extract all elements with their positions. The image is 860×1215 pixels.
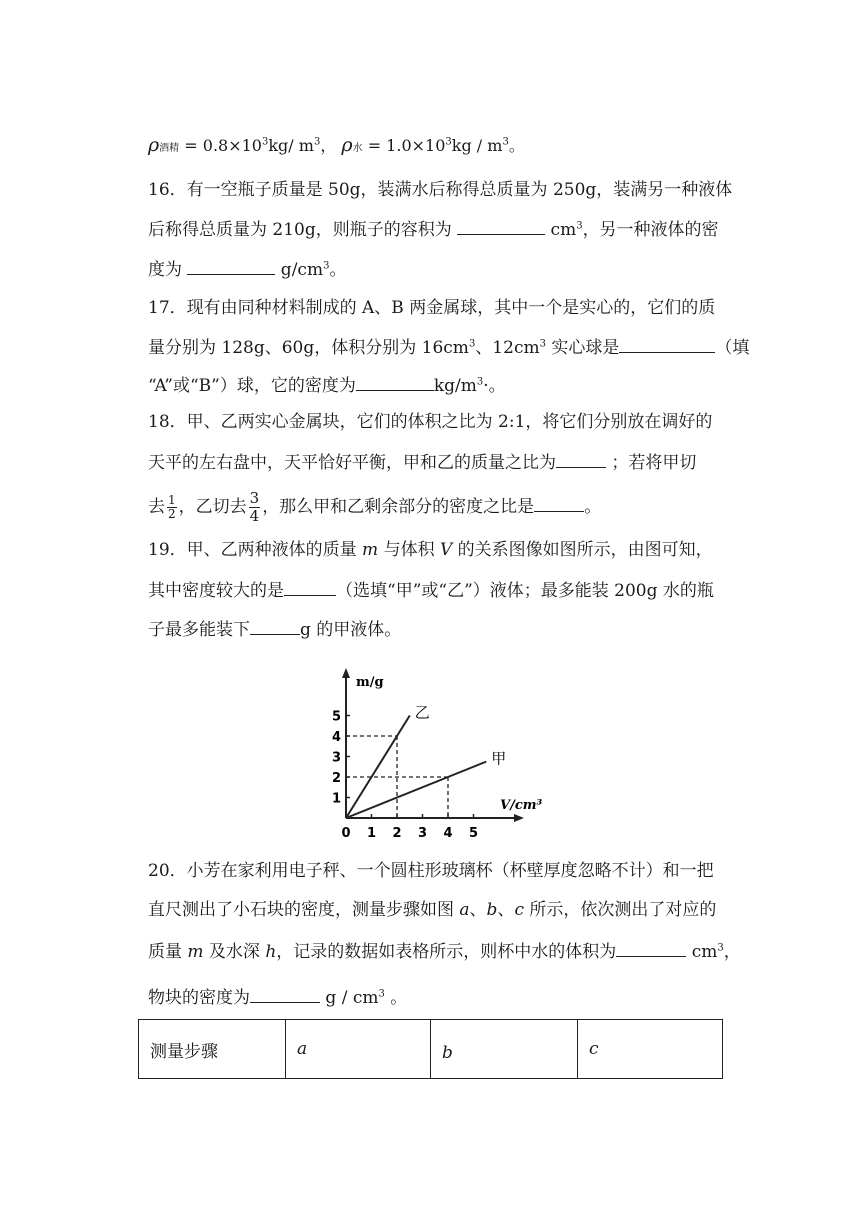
q16-unit: cm: [545, 220, 577, 240]
q19-line-1: [148, 538, 713, 562]
x-tick-label: 0: [341, 826, 351, 841]
fraction-denominator: 4: [249, 507, 260, 525]
y-tick-label: 1: [331, 791, 341, 807]
q18-blank-density-ratio[interactable]: [534, 493, 584, 512]
q19-text-2: 与体积: [378, 540, 440, 560]
q17-line-3: [148, 372, 506, 398]
alcohol-value: = 0.8×10: [184, 136, 262, 155]
rho-symbol: ρ: [148, 134, 160, 156]
fraction-denominator: 2: [168, 507, 176, 521]
q17-text-2: 、12cm: [475, 338, 540, 358]
x-tick-label: 4: [443, 826, 453, 841]
q18-text: 天平的左右盘中，天平恰好平衡，甲和乙的质量之比为: [148, 453, 556, 473]
q17-text-5: “A”或“B”）球，它的密度为: [148, 376, 356, 396]
q19-text-6: 子最多能装下: [148, 620, 250, 640]
q19-text-5: （选填“甲”或“乙”）液体；最多能装 200g 水的瓶: [336, 581, 714, 601]
table-cell-step-label: 测量步骤: [139, 1020, 286, 1079]
q20-sep: 、: [497, 900, 515, 920]
q17-exp-1: 3: [468, 338, 476, 350]
y-axis-arrow: [342, 668, 350, 678]
formula-separator: ，: [320, 136, 337, 155]
q20-unit-2: g / cm: [320, 988, 379, 1008]
q17-text-3: 实心球是: [545, 338, 620, 358]
table-cell-b: b: [431, 1020, 578, 1079]
fraction-numerator: 3: [249, 489, 260, 507]
q17-line-2: [148, 334, 749, 360]
q16-text-3: 度为: [148, 260, 188, 280]
x-tick-label: 5: [468, 826, 479, 841]
q20-text: 直尺测出了小石块的密度，测量步骤如图: [148, 900, 460, 920]
q19-var-m: m: [362, 540, 379, 560]
q20-line-1: 20．小芳在家利用电子秤、一个圆柱形玻璃杯（杯壁厚度忽略不计）和一把: [148, 861, 714, 881]
q20-var-b: b: [486, 900, 498, 920]
q20-end: 。: [384, 988, 408, 1008]
q18-line-2: [148, 449, 696, 475]
measurement-table: [138, 1019, 723, 1079]
q20-text-4: 及水深: [203, 942, 266, 962]
table-header-row: [139, 1020, 723, 1079]
q19-line-2: [148, 577, 714, 603]
series-line: [346, 762, 486, 818]
q16-line-2: [148, 216, 719, 242]
water-exponent: 3: [445, 136, 452, 148]
q18-text-3: 去: [148, 497, 165, 517]
q16-line-3: [148, 256, 346, 282]
q20-line-2: [148, 898, 716, 922]
q16-unit-2-exponent: 3: [323, 260, 330, 272]
q20-text-2: 所示，依次测出了对应的: [523, 900, 717, 920]
formula-end: 。: [508, 136, 525, 155]
q20-line-4: [148, 984, 407, 1010]
q20-var-m: m: [187, 942, 204, 962]
q17-text: 量分别为 128g、60g，体积分别为 16cm: [148, 338, 469, 358]
q19-line-3: [148, 616, 401, 642]
q17-unit-exponent: 3: [476, 376, 484, 388]
fraction-numerator: 1: [168, 493, 176, 507]
q19-blank-mass[interactable]: [250, 616, 300, 635]
rho-symbol-water: ρ: [341, 134, 353, 156]
x-tick-label: 2: [392, 826, 402, 841]
q20-unit: cm: [686, 942, 718, 962]
q20-var-a: a: [459, 900, 470, 920]
q19-text-4: 其中密度较大的是: [148, 581, 284, 601]
q16-text-2: ，另一种液体的密: [582, 220, 719, 240]
q17-text-4: （填: [715, 338, 750, 358]
x-axis-arrow: [514, 814, 524, 822]
q20-text-5: ，记录的数据如表格所示，则杯中水的体积为: [276, 942, 617, 962]
q18-text-5: ，那么甲和乙剩余部分的密度之比是: [262, 497, 535, 517]
series-label: 乙: [414, 703, 430, 722]
q19-text: 19．甲、乙两种液体的质量: [148, 540, 363, 560]
y-tick-label: 2: [331, 771, 341, 786]
series-label: 甲: [491, 749, 507, 768]
q20-sep: 、: [469, 900, 487, 920]
q19-blank-denser-liquid[interactable]: [284, 577, 336, 596]
y-tick-label: 4: [331, 730, 341, 745]
table-cell-c: c: [578, 1020, 723, 1079]
mass-volume-graph: [328, 665, 543, 845]
q16-unit-2: g/cm: [275, 260, 324, 280]
q20-unit-exponent: 3: [717, 942, 724, 954]
q20-blank-water-volume[interactable]: [616, 938, 686, 957]
q18-blank-mass-ratio[interactable]: [556, 449, 606, 468]
water-unit: kg / m: [451, 136, 503, 155]
q20-unit-2-exponent: 3: [378, 988, 385, 1000]
x-tick-label: 3: [417, 826, 428, 841]
q16-text: 后称得总质量为 210g，则瓶子的容积为: [148, 220, 458, 240]
water-value: = 1.0×10: [367, 136, 446, 155]
q16-line-1: 16．有一空瓶子质量是 50g，装满水后称得总质量为 250g，装满另一种液体: [148, 180, 733, 200]
q17-end: ·。: [483, 376, 506, 396]
alcohol-exponent: 3: [261, 136, 269, 148]
q18-text-4: ，乙切去: [178, 497, 247, 517]
q18-text-2: ；若将甲切: [606, 453, 697, 473]
q20-blank-density[interactable]: [250, 984, 320, 1003]
y-tick-label: 5: [331, 709, 341, 725]
table-cell-a: a: [286, 1020, 431, 1079]
fraction-three-quarters: [249, 490, 261, 525]
q19-text-3: 的关系图像如图所示，由图可知，: [452, 540, 713, 560]
q17-unit: kg/m: [433, 376, 477, 396]
q17-blank-solid-ball[interactable]: [619, 334, 715, 353]
water-unit-exponent: 3: [502, 136, 509, 148]
fraction-one-half: [167, 494, 177, 521]
q16-blank-volume[interactable]: [457, 216, 545, 235]
q16-blank-density[interactable]: [187, 256, 275, 275]
q16-end: 。: [329, 260, 347, 280]
alcohol-subscript: 酒精: [159, 143, 180, 154]
q18-line-3: [148, 490, 601, 525]
q20-text-3: 质量: [148, 942, 188, 962]
density-formula: [148, 133, 525, 156]
q20-line-3: [148, 938, 741, 964]
y-tick-label: 3: [331, 750, 341, 766]
q20-text-6: 物块的密度为: [148, 988, 250, 1008]
q20-sep-2: ，: [723, 942, 741, 962]
q17-blank-density[interactable]: [356, 372, 434, 391]
series-line: [346, 716, 410, 819]
alcohol-unit: kg/ m: [268, 136, 314, 155]
x-tick-label: 1: [366, 826, 377, 841]
q19-text-7: g 的甲液体。: [300, 620, 402, 640]
x-axis-label: V/cm³: [500, 798, 543, 813]
q20-var-c: c: [514, 900, 524, 920]
alcohol-unit-exponent: 3: [313, 136, 321, 148]
q17-line-1: 17．现有由同种材料制成的 A、B 两金属球，其中一个是实心的，它们的质: [148, 298, 716, 318]
y-axis-label: m/g: [356, 675, 384, 690]
q16-unit-exponent: 3: [576, 220, 583, 232]
q19-var-v: V: [439, 540, 453, 560]
q18-line-1: 18．甲、乙两实心金属块，它们的体积之比为 2:1，将它们分别放在调好的: [148, 412, 713, 432]
q17-exp-2: 3: [539, 338, 546, 350]
q20-var-h: h: [265, 942, 277, 962]
water-subscript: 水: [352, 143, 363, 154]
q18-end: 。: [584, 497, 602, 517]
